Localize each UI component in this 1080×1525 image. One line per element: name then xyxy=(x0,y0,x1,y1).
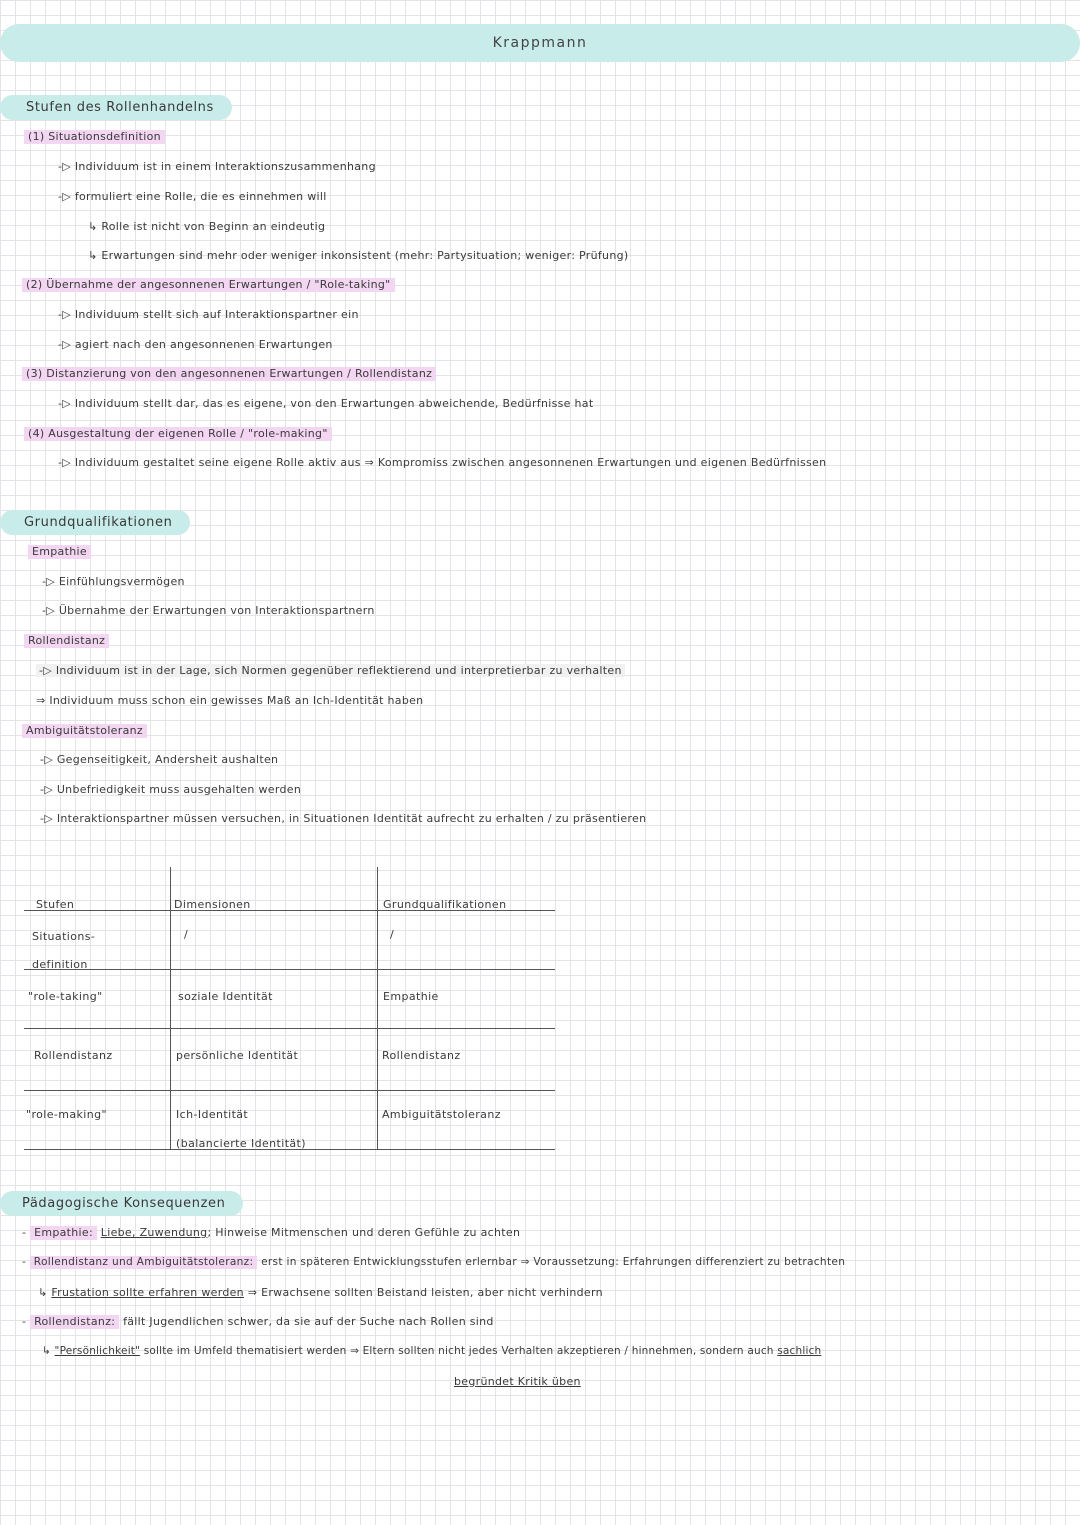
table-cell: "role-taking" xyxy=(28,990,103,1003)
stufe-2-line-1: -▷ Individuum stellt sich auf Interaktionspartner ein xyxy=(58,308,359,321)
table-row-rule xyxy=(24,1090,555,1091)
stufe-1-line-4: ↳ Erwartungen sind mehr oder weniger inkonsistent (mehr: Partysituation; weniger: Prüfung) xyxy=(88,249,629,262)
paed-line-5 xyxy=(42,1345,821,1357)
table-header-dimensionen: Dimensionen xyxy=(174,898,251,911)
heading-paedagogische-konsequenzen: Pädagogische Konsequenzen xyxy=(0,1191,243,1216)
stufe-1-line-1: -▷ Individuum ist in einem Interaktionszusammenhang xyxy=(58,160,376,173)
paed-line-5-rest: sollte im Umfeld thematisiert werden ⇒ Eltern sollten nicht jedes Verhalten akzeptieren / hinnehmen, sondern auch xyxy=(143,1345,774,1357)
paed-line-5-arrow: ↳ xyxy=(42,1345,51,1357)
paed-line-3-underline: Frustation sollte erfahren werden xyxy=(51,1286,244,1299)
paed-line-4: - Rollendistanz: fällt Jugendlichen schwer, da sie auf der Suche nach Rollen sind xyxy=(22,1315,494,1328)
table-cell: definition xyxy=(32,958,88,971)
ambiguitaet-label: Ambiguitätstoleranz xyxy=(22,724,147,738)
page-title: Krappmann xyxy=(492,35,588,51)
table-cell: soziale Identität xyxy=(178,990,273,1003)
paed-line-1-rest: ; Hinweise Mitmenschen und deren Gefühle zu achten xyxy=(207,1226,521,1239)
rollendistanz-label: Rollendistanz xyxy=(24,634,109,648)
paed-line-4-rest: fällt Jugendlichen schwer, da sie auf der Suche nach Rollen sind xyxy=(123,1315,494,1328)
empathie-line-2: -▷ Übernahme der Erwartungen von Interaktionspartnern xyxy=(42,604,375,617)
paed-line-3-arrow: ↳ xyxy=(38,1286,48,1299)
table-header-grundqualifikationen: Grundqualifikationen xyxy=(383,898,507,911)
paed-line-5-underline-2: sachlich xyxy=(777,1345,822,1357)
paed-line-6 xyxy=(454,1375,581,1388)
heading-stufen: Stufen des Rollenhandelns xyxy=(0,95,232,120)
paed-line-2: - Rollendistanz und Ambiguitätstoleranz: erst in späteren Entwicklungsstufen erlernbar ⇒ Voraussetzung: Erfahrungen differenziert zu betrachten xyxy=(22,1256,846,1268)
stufe-1-line-3: ↳ Rolle ist nicht von Beginn an eindeutig xyxy=(88,220,326,233)
stufe-3-line-1: -▷ Individuum stellt dar, das es eigene, von den Erwartungen abweichende, Bedürfnisse hat xyxy=(58,397,594,410)
paed-line-4-highlight: Rollendistanz: xyxy=(30,1315,119,1329)
stufe-1-label: (1) Situationsdefinition xyxy=(24,130,165,144)
table-cell: / xyxy=(390,928,395,941)
ambiguitaet-line-2: -▷ Unbefriedigkeit muss ausgehalten werden xyxy=(40,783,302,796)
empathie-line-1: -▷ Einfühlungsvermögen xyxy=(42,575,185,588)
stufe-4-label: (4) Ausgestaltung der eigenen Rolle / "role-making" xyxy=(24,427,332,441)
table-cell: Ich-Identität xyxy=(176,1108,249,1121)
stufe-2-line-2: -▷ agiert nach den angesonnenen Erwartungen xyxy=(58,338,333,351)
stufe-1-line-2: -▷ formuliert eine Rolle, die es einnehmen will xyxy=(58,190,327,203)
table-cell: (balancierte Identität) xyxy=(176,1137,306,1150)
table-header-stufen: Stufen xyxy=(36,898,75,911)
ambiguitaet-line-3: -▷ Interaktionspartner müssen versuchen, in Situationen Identität aufrecht zu erhalten / zu präsentieren xyxy=(40,812,647,825)
rollendistanz-line-1: -▷ Individuum ist in der Lage, sich Normen gegenüber reflektierend und interpretierbar zu verhalten xyxy=(36,664,625,677)
empathie-label: Empathie xyxy=(28,545,91,559)
paed-line-1: - Empathie: Liebe, Zuwendung; Hinweise Mitmenschen und deren Gefühle zu achten xyxy=(22,1226,521,1239)
stufe-4-line-1: -▷ Individuum gestaltet seine eigene Rolle aktiv aus ⇒ Kompromiss zwischen angesonnenen Erwartungen und eigenen Bedürfnissen xyxy=(58,456,827,469)
table-cell: "role-making" xyxy=(26,1108,107,1121)
ambiguitaet-line-1: -▷ Gegenseitigkeit, Andersheit aushalten xyxy=(40,753,279,766)
paed-line-2-highlight: Rollendistanz und Ambiguitätstoleranz: xyxy=(30,1256,258,1269)
table-cell: Empathie xyxy=(383,990,439,1003)
rollendistanz-line-2: ⇒ Individuum muss schon ein gewisses Maß an Ich-Identität haben xyxy=(36,694,424,707)
table-cell: / xyxy=(184,928,189,941)
table-cell: Rollendistanz xyxy=(34,1049,113,1062)
table-row-rule xyxy=(24,969,555,970)
table-cell: Rollendistanz xyxy=(382,1049,461,1062)
stufe-2-label: (2) Übernahme der angesonnenen Erwartungen / "Role-taking" xyxy=(22,278,395,292)
table-cell: Ambiguitätstoleranz xyxy=(382,1108,501,1121)
table-cell: Situations- xyxy=(32,930,96,943)
paed-line-6-underline: begründet Kritik üben xyxy=(454,1375,581,1388)
paed-line-3 xyxy=(38,1286,603,1299)
paed-line-3-rest: ⇒ Erwachsene sollten Beistand leisten, aber nicht verhindern xyxy=(247,1286,603,1299)
paed-line-5-underline: "Persönlichkeit" xyxy=(54,1345,141,1357)
paed-line-1-underline: Liebe, Zuwendung xyxy=(100,1226,208,1239)
stufe-3-label: (3) Distanzierung von den angesonnenen Erwartungen / Rollendistanz xyxy=(22,367,436,381)
paed-line-1-highlight: Empathie: xyxy=(30,1226,97,1240)
table-cell: persönliche Identität xyxy=(176,1049,299,1062)
heading-grundqualifikationen: Grundqualifikationen xyxy=(0,510,190,535)
paed-line-2-rest: erst in späteren Entwicklungsstufen erlernbar ⇒ Voraussetzung: Erfahrungen differenziert zu betrachten xyxy=(261,1256,846,1268)
table-row-rule xyxy=(24,1028,555,1029)
